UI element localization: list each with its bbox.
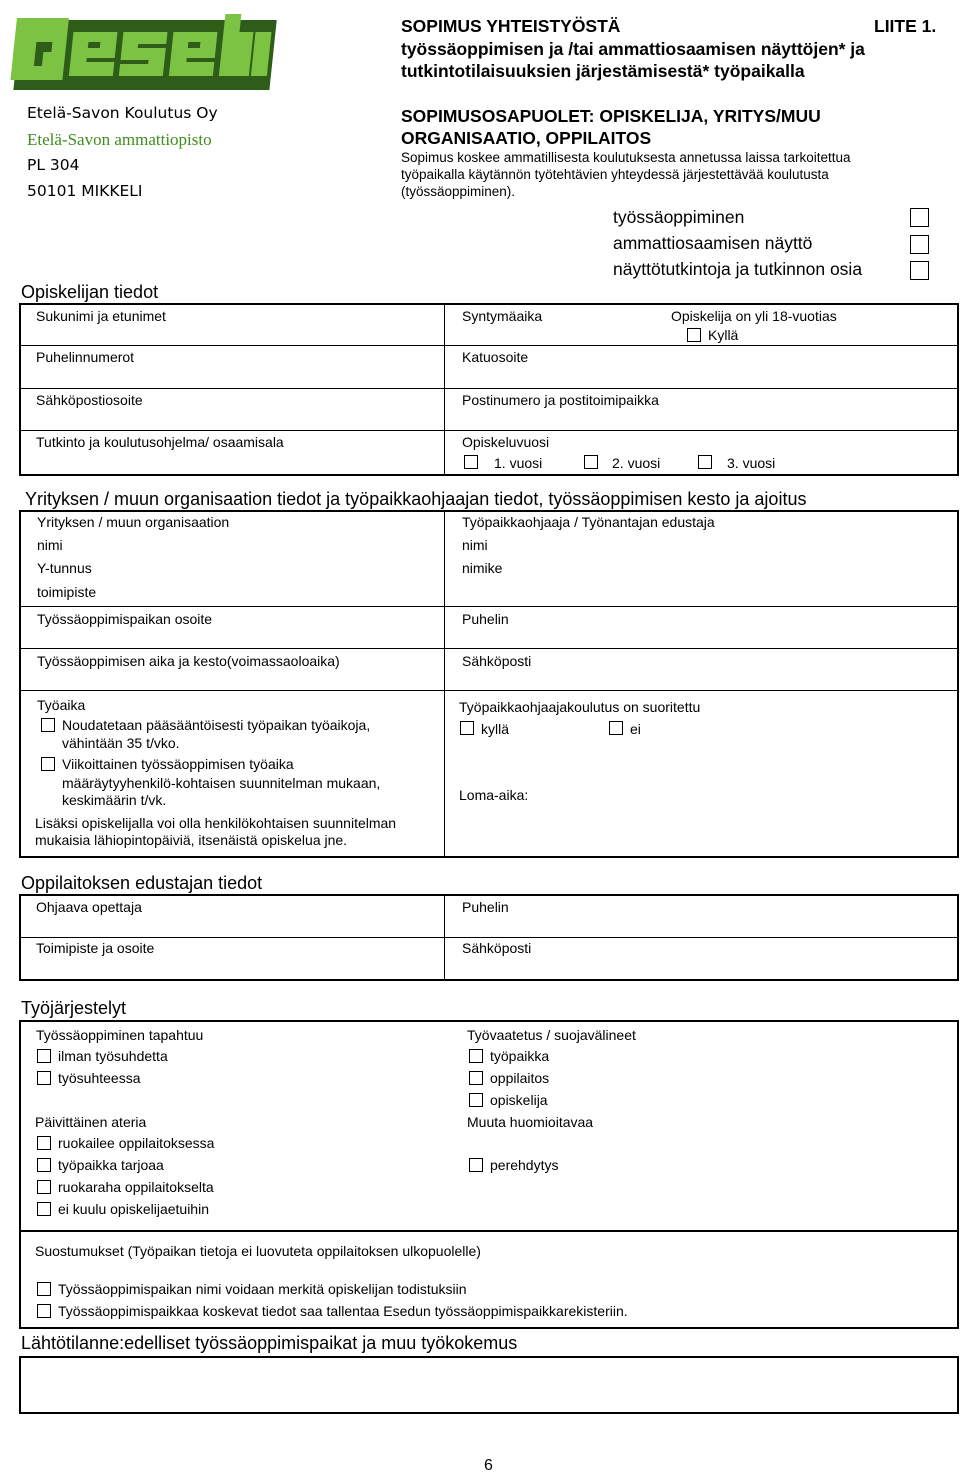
clothing-label: Työvaatetus / suojavälineet: [467, 1027, 636, 1043]
consent-option: Työssäoppimispaikkaa koskevat tiedot saa tallentaa Esedun työssäoppimispaikkarekisteriin.: [58, 1303, 628, 1319]
student-table: [19, 303, 959, 476]
field-street[interactable]: Katuosoite: [462, 349, 529, 365]
orientation-checkbox[interactable]: [469, 1158, 483, 1172]
worktime-option-2a: Viikoittainen työssäoppimisen työaika: [62, 756, 294, 772]
year-label: 3. vuosi: [727, 455, 776, 471]
field-email[interactable]: Sähköpostiosoite: [36, 392, 143, 408]
happens-option: työsuhteessa: [58, 1070, 141, 1086]
field-vacation[interactable]: Loma-aika:: [459, 787, 529, 803]
background-heading: Lähtötilanne:edelliset työssäoppimispaikat ja muu työkokemus: [21, 1333, 518, 1353]
field-postal[interactable]: Postinumero ja postitoimipaikka: [462, 392, 659, 408]
field-workplace-address[interactable]: Työssäoppimispaikan osoite: [37, 611, 213, 627]
doc-subtitle-1: työssäoppimisen ja /tai ammattiosaamisen näyttöjen* ja: [401, 39, 865, 59]
field-degree[interactable]: Tutkinto ja koulutusohjelma/ osaamisala: [36, 434, 284, 450]
meal-option: työpaikka tarjoaa: [58, 1157, 164, 1173]
consent-checkbox[interactable]: [37, 1304, 51, 1318]
field-birthdate[interactable]: Syntymäaika: [462, 308, 543, 324]
training-yes-label: kyllä: [481, 721, 510, 737]
clothing-checkbox[interactable]: [469, 1049, 483, 1063]
field-rep-office[interactable]: Toimipiste ja osoite: [36, 940, 155, 956]
field-supervisor-name[interactable]: nimi: [462, 537, 488, 553]
clothing-option: opiskelija: [490, 1092, 548, 1108]
happens-label: Työssäoppiminen tapahtuu: [36, 1027, 204, 1043]
training-no-label: ei: [630, 721, 641, 737]
training-label: Työpaikkaohjaajakoulutus on suoritettu: [459, 699, 701, 715]
parties-title-2: ORGANISAATIO, OPPILAITOS: [401, 128, 652, 148]
worktime-option-2b: määräytyyhenkilö-kohtaisen suunnitelman mukaan,: [62, 775, 381, 791]
type-option-checkbox[interactable]: [910, 261, 929, 280]
worktime-extra-1: Lisäksi opiskelijalla voi olla henkilökohtaisen suunnitelman: [35, 815, 397, 831]
esedu-logo: [8, 8, 278, 90]
type-option-label: näyttötutkintoja ja tutkinnon osia: [613, 259, 863, 279]
clothing-option: oppilaitos: [490, 1070, 550, 1086]
year-checkbox[interactable]: [584, 455, 598, 469]
type-option-checkbox[interactable]: [910, 235, 929, 254]
student-heading: Opiskelijan tiedot: [21, 282, 159, 302]
field-company-phone[interactable]: Puhelin: [462, 611, 509, 627]
meal-option: ruokailee oppilaitoksessa: [58, 1135, 215, 1151]
school-city: 50101 MIKKELI: [27, 182, 143, 200]
other-label: Muuta huomioitavaa: [467, 1114, 594, 1130]
adult-yes-checkbox[interactable]: [687, 328, 701, 342]
worktime-option-checkbox[interactable]: [41, 718, 55, 732]
type-option-label: työssäoppiminen: [613, 207, 745, 227]
year-checkbox[interactable]: [698, 455, 712, 469]
field-rep-phone[interactable]: Puhelin: [462, 899, 509, 915]
study-year-label: Opiskeluvuosi: [462, 434, 550, 450]
worktime-label: Työaika: [37, 697, 86, 713]
field-period[interactable]: Työssäoppimisen aika ja kesto(voimassaoloaika): [37, 653, 340, 669]
company-heading: Yrityksen / muun organisaation tiedot ja työpaikkaohjaajan tiedot, työssäoppimisen kesto ja ajoitus: [25, 489, 807, 509]
clothing-option: työpaikka: [490, 1048, 550, 1064]
happens-option: ilman työsuhdetta: [58, 1048, 168, 1064]
field-ytunnus[interactable]: Y-tunnus: [37, 560, 92, 576]
meal-checkbox[interactable]: [37, 1202, 51, 1216]
meal-label: Päivittäinen ateria: [35, 1114, 147, 1130]
field-org-name[interactable]: nimi: [37, 537, 63, 553]
field-teacher[interactable]: Ohjaava opettaja: [36, 899, 142, 915]
arrangements-heading: Työjärjestelyt: [21, 998, 127, 1018]
training-yes-checkbox[interactable]: [460, 721, 474, 735]
school-name: Etelä-Savon ammattiopisto: [27, 130, 212, 149]
worktime-option-checkbox[interactable]: [41, 757, 55, 771]
clothing-checkbox[interactable]: [469, 1071, 483, 1085]
field-rep-email[interactable]: Sähköposti: [462, 940, 532, 956]
consent-option: Työssäoppimispaikan nimi voidaan merkitä opiskelijan todistuksiin: [58, 1281, 467, 1297]
school-pobox: PL 304: [27, 156, 80, 174]
consent-title: Suostumukset (Työpaikan tietoja ei luovuteta oppilaitoksen ulkopuolelle): [35, 1243, 481, 1259]
meal-checkbox[interactable]: [37, 1180, 51, 1194]
year-checkbox[interactable]: [464, 455, 478, 469]
page-number: 6: [484, 1457, 493, 1474]
worktime-option-1b: vähintään 35 t/vko.: [62, 735, 180, 751]
meal-option: ruokaraha oppilaitokselta: [58, 1179, 214, 1195]
year-label: 1. vuosi: [494, 455, 543, 471]
meal-checkbox[interactable]: [37, 1158, 51, 1172]
field-supervisor-title[interactable]: nimike: [462, 560, 503, 576]
parties-desc-2: työpaikalla käytännön työtehtävien yhteydessä järjestettävää koulutusta: [401, 167, 829, 182]
orientation-label: perehdytys: [490, 1157, 559, 1173]
school-company: Etelä-Savon Koulutus Oy: [27, 104, 218, 122]
type-option-label: ammattiosaamisen näyttö: [613, 233, 813, 253]
annex-label: LIITE 1.: [874, 16, 937, 36]
type-option-checkbox[interactable]: [910, 208, 929, 227]
year-label: 2. vuosi: [612, 455, 661, 471]
parties-desc-3: (työssäoppiminen).: [401, 184, 516, 199]
parties-desc-1: Sopimus koskee ammatillisesta koulutuksesta annetussa laissa tarkoitettua: [401, 150, 851, 165]
meal-checkbox[interactable]: [37, 1136, 51, 1150]
meal-option: ei kuulu opiskelijaetuihin: [58, 1201, 209, 1217]
consent-checkbox[interactable]: [37, 1282, 51, 1296]
clothing-checkbox[interactable]: [469, 1093, 483, 1107]
field-company-email[interactable]: Sähköposti: [462, 653, 532, 669]
happens-checkbox[interactable]: [37, 1071, 51, 1085]
worktime-option-2c: keskimäärin t/vk.: [62, 792, 167, 808]
supervisor-label: Työpaikkaohjaaja / Työnantajan edustaja: [462, 514, 715, 530]
field-office[interactable]: toimipiste: [37, 584, 97, 600]
worktime-extra-2: mukaisia lähiopintopäiviä, itsenäistä opiskelua jne.: [35, 832, 348, 848]
field-name[interactable]: Sukunimi ja etunimet: [36, 308, 166, 324]
adult-yes-label: Kyllä: [708, 327, 739, 343]
field-phones[interactable]: Puhelinnumerot: [36, 349, 135, 365]
adult-label: Opiskelija on yli 18-vuotias: [671, 308, 837, 324]
doc-title: SOPIMUS YHTEISTYÖSTÄ: [401, 16, 621, 36]
parties-title-1: SOPIMUSOSAPUOLET: OPISKELIJA, YRITYS/MUU: [401, 106, 821, 126]
happens-checkbox[interactable]: [37, 1049, 51, 1063]
training-no-checkbox[interactable]: [609, 721, 623, 735]
org-label: Yrityksen / muun organisaation: [37, 514, 230, 530]
school-rep-heading: Oppilaitoksen edustajan tiedot: [21, 873, 263, 893]
worktime-option-1a: Noudatetaan pääsääntöisesti työpaikan työaikoja,: [62, 717, 371, 733]
background-field[interactable]: [19, 1356, 959, 1414]
doc-subtitle-2: tutkintotilaisuuksien järjestämisestä* työpaikalla: [401, 61, 805, 81]
